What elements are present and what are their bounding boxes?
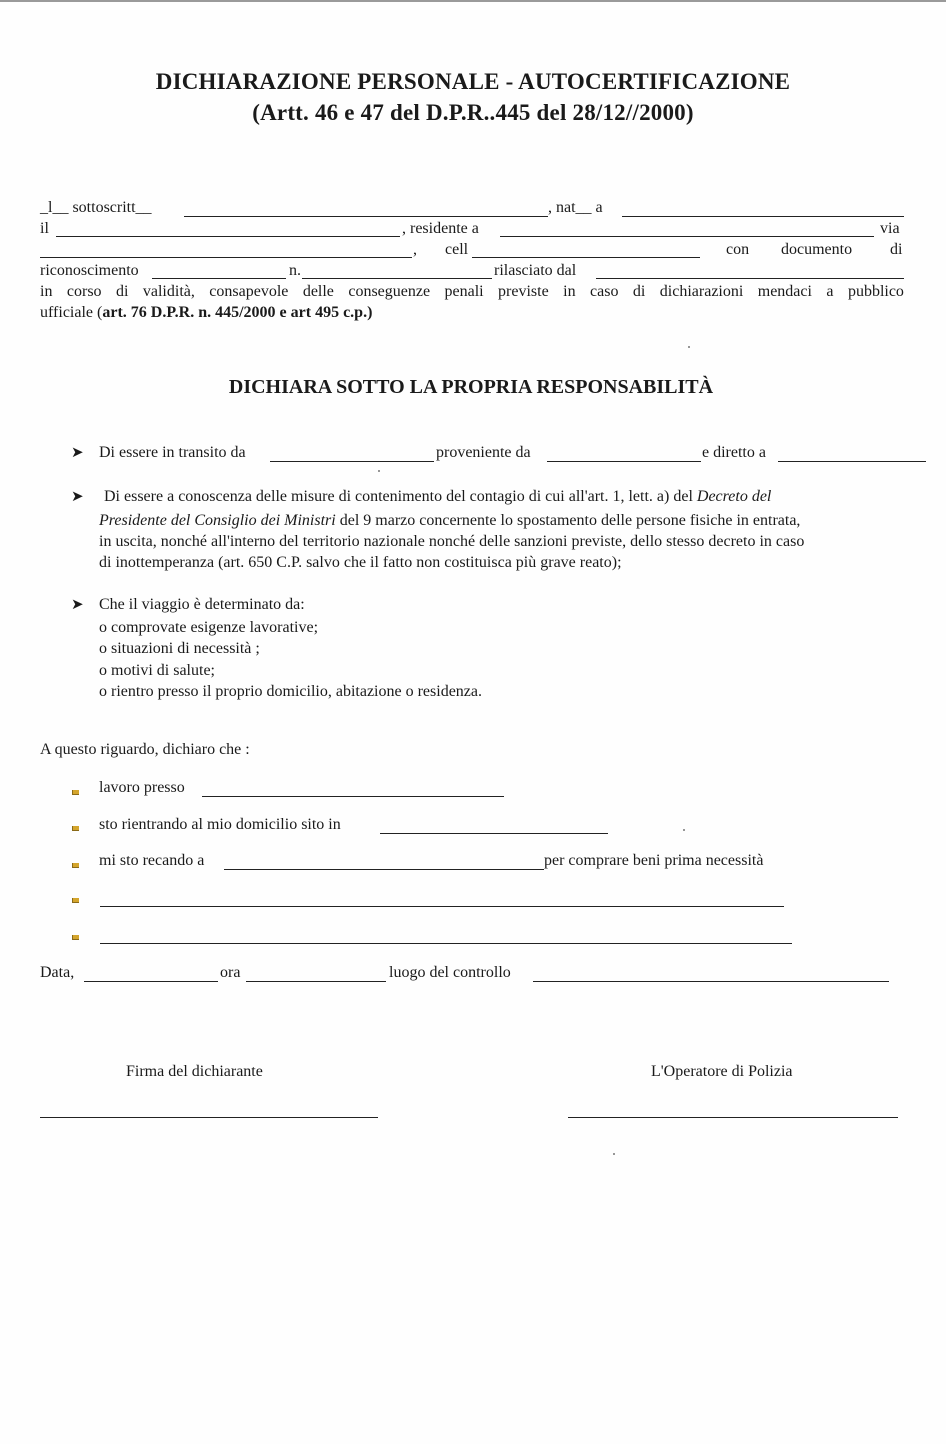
validity-word: in bbox=[40, 283, 53, 300]
scan-top-edge bbox=[0, 0, 946, 2]
residence-field[interactable] bbox=[500, 236, 874, 237]
doc-number-label: n. bbox=[289, 262, 301, 279]
scan-speck bbox=[613, 1153, 615, 1155]
details-intro: A questo riguardo, dichiaro che : bbox=[40, 741, 250, 758]
address-field[interactable] bbox=[40, 257, 412, 258]
validity-word: previste bbox=[498, 283, 549, 300]
validity-word: validità, bbox=[142, 283, 195, 300]
recognition-label: riconoscimento bbox=[40, 262, 139, 279]
validity-word: a bbox=[826, 283, 834, 300]
doc-type-field[interactable] bbox=[152, 278, 286, 279]
validity-word: penali bbox=[444, 283, 484, 300]
validity-word: corso bbox=[66, 283, 102, 300]
scan-speck bbox=[688, 346, 690, 348]
documento-label: documento bbox=[781, 241, 853, 258]
police-officer-label: L'Operatore di Polizia bbox=[651, 1063, 793, 1080]
place-field[interactable] bbox=[533, 981, 889, 982]
going-to-buy-label: mi sto recando a bbox=[99, 852, 205, 869]
checkbox-bullet-icon bbox=[72, 826, 79, 831]
knowledge-line-1 bbox=[104, 489, 771, 505]
doc-number-field[interactable] bbox=[302, 278, 492, 279]
home-address-field[interactable] bbox=[380, 833, 608, 834]
validity-word: di bbox=[632, 283, 646, 300]
work-at-label: lavoro presso bbox=[99, 779, 185, 796]
going-to-label: e diretto a bbox=[702, 444, 766, 461]
validity-statement-end bbox=[40, 305, 372, 321]
travel-option-work[interactable]: o comprovate esigenze lavorative; bbox=[99, 619, 319, 636]
scan-speck bbox=[378, 470, 380, 472]
police-signature-field[interactable] bbox=[568, 1117, 898, 1118]
coming-from-label: proveniente da bbox=[436, 444, 531, 461]
knowledge-text-1: Di essere a conoscenza delle misure di contenimento del contagio di cui all'art. 1, lett. a) del bbox=[104, 488, 697, 505]
transit-from-field[interactable] bbox=[270, 461, 434, 462]
born-label: , nat__ a bbox=[548, 199, 603, 216]
legal-reference: art. 76 D.P.R. n. 445/2000 e art 495 c.p.) bbox=[102, 304, 373, 321]
official-text: ufficiale ( bbox=[40, 304, 103, 321]
declarant-signature-label: Firma del dichiarante bbox=[126, 1063, 263, 1080]
going-to-field[interactable] bbox=[778, 461, 926, 462]
returning-home-label: sto rientrando al mio domicilio sito in bbox=[99, 816, 341, 833]
arrow-bullet-icon: ➤ bbox=[71, 445, 84, 461]
travel-option-necessity[interactable]: o situazioni di necessità ; bbox=[99, 640, 260, 657]
knowledge-text-2: del 9 marzo concernente lo spostamento delle persone fisiche in entrata, bbox=[335, 512, 801, 529]
other-reason-field-2[interactable] bbox=[100, 943, 792, 944]
validity-word: delle bbox=[302, 283, 334, 300]
travel-reason-intro: Che il viaggio è determinato da: bbox=[99, 596, 305, 613]
cell-label: cell bbox=[445, 241, 469, 258]
knowledge-line-4: di inottemperanza (art. 650 C.P. salvo che il fatto non costituisca più grave reato); bbox=[99, 554, 622, 571]
date-field[interactable] bbox=[84, 981, 218, 982]
validity-word: di bbox=[115, 283, 129, 300]
knowledge-line-3: in uscita, nonché all'interno del territorio nazionale nonché delle sanzioni previste, dello stesso decreto in caso bbox=[99, 533, 805, 550]
resident-label: , residente a bbox=[402, 220, 479, 237]
declarant-signature-field[interactable] bbox=[40, 1117, 378, 1118]
birthdate-label: il bbox=[40, 220, 49, 237]
birthdate-field[interactable] bbox=[56, 236, 400, 237]
undersigned-label: _l__ sottoscritt__ bbox=[40, 199, 152, 216]
work-at-field[interactable] bbox=[202, 796, 504, 797]
name-field[interactable] bbox=[184, 216, 548, 217]
con-label: con bbox=[726, 241, 750, 258]
document-title: DICHIARAZIONE PERSONALE - AUTOCERTIFICAZIONE bbox=[155, 69, 791, 94]
via-label: via bbox=[880, 220, 900, 237]
address-comma: , bbox=[413, 241, 417, 258]
validity-word: conseguenze bbox=[348, 283, 431, 300]
validity-statement-line bbox=[40, 284, 904, 300]
travel-option-return-home[interactable]: o rientro presso il proprio domicilio, abitazione o residenza. bbox=[99, 683, 482, 700]
birthplace-field[interactable] bbox=[622, 216, 904, 217]
arrow-bullet-icon: ➤ bbox=[71, 489, 84, 505]
travel-option-health[interactable]: o motivi di salute; bbox=[99, 662, 215, 679]
checkbox-bullet-icon bbox=[72, 863, 79, 868]
decree-title-1: Decreto del bbox=[696, 488, 772, 505]
scan-speck bbox=[683, 829, 685, 831]
other-reason-field-1[interactable] bbox=[100, 906, 784, 907]
validity-word: in bbox=[563, 283, 576, 300]
validity-word: dichiarazioni bbox=[659, 283, 744, 300]
essential-goods-label: per comprare beni prima necessità bbox=[544, 852, 764, 869]
issued-by-label: rilasciato dal bbox=[494, 262, 577, 279]
document-subtitle: (Artt. 46 e 47 del D.P.R..445 del 28/12//2000) bbox=[252, 100, 694, 125]
time-label: ora bbox=[220, 964, 241, 981]
decree-title-2: Presidente del Consiglio dei Ministri bbox=[99, 512, 336, 529]
validity-word: consapevole bbox=[209, 283, 289, 300]
di-label: di bbox=[890, 241, 903, 258]
transit-from-label: Di essere in transito da bbox=[99, 444, 246, 461]
arrow-bullet-icon: ➤ bbox=[71, 597, 84, 613]
place-label: luogo del controllo bbox=[389, 964, 511, 981]
shopping-destination-field[interactable] bbox=[224, 869, 544, 870]
cell-field[interactable] bbox=[472, 257, 700, 258]
issued-by-field[interactable] bbox=[596, 278, 904, 279]
checkbox-bullet-icon bbox=[72, 790, 79, 795]
validity-word: pubblico bbox=[847, 283, 904, 300]
checkbox-bullet-icon bbox=[72, 898, 79, 903]
knowledge-line-2 bbox=[99, 513, 800, 529]
checkbox-bullet-icon bbox=[72, 935, 79, 940]
validity-word: caso bbox=[590, 283, 619, 300]
validity-word: mendaci bbox=[757, 283, 812, 300]
declaration-heading: DICHIARA SOTTO LA PROPRIA RESPONSABILITÀ bbox=[228, 376, 714, 398]
time-field[interactable] bbox=[246, 981, 386, 982]
date-label: Data, bbox=[40, 964, 75, 981]
coming-from-field[interactable] bbox=[547, 461, 701, 462]
